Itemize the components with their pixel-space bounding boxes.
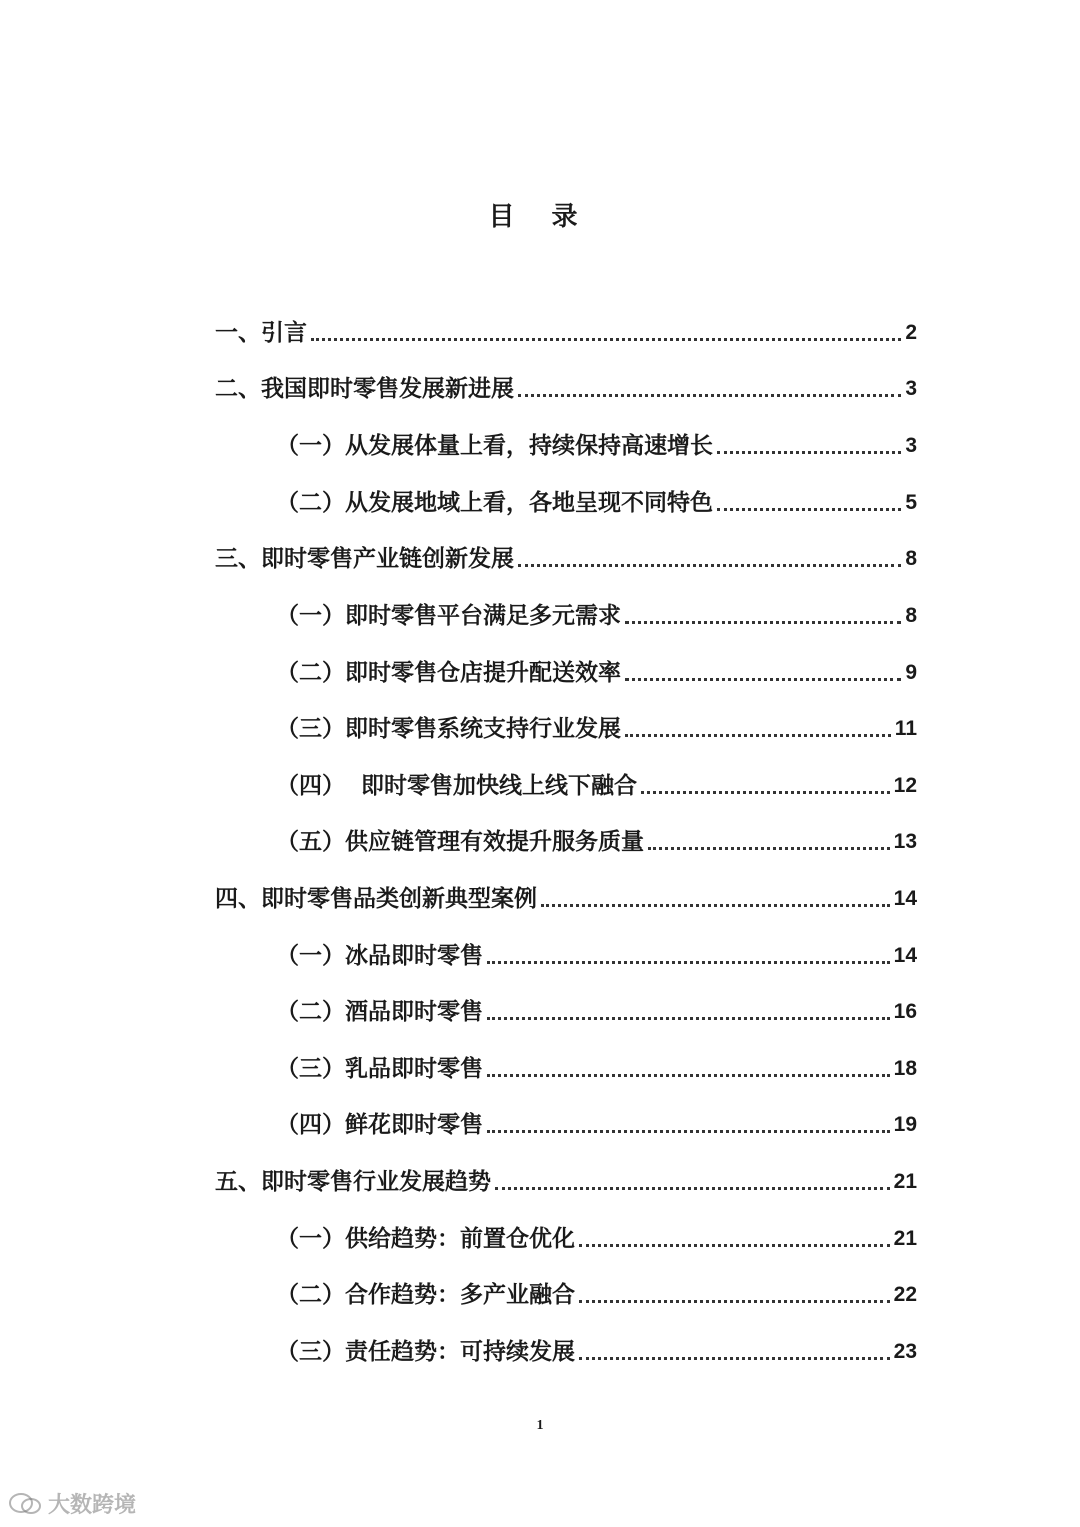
toc-entry[interactable] — [276, 710, 917, 744]
toc-entry[interactable] — [276, 823, 917, 857]
toc-entry-page: 14 — [893, 944, 917, 967]
page-number: 1 — [536, 1418, 544, 1433]
toc-entry[interactable] — [276, 1220, 917, 1254]
dot-leader — [518, 394, 901, 397]
toc-entry[interactable] — [276, 1333, 917, 1367]
toc-entry-label: （三）即时零售系统支持行业发展 — [276, 716, 621, 742]
toc-entry[interactable] — [215, 1163, 917, 1197]
toc-entry-page: 3 — [905, 377, 917, 400]
dot-leader — [625, 678, 901, 681]
toc-entry-label: 四、即时零售品类创新典型案例 — [215, 886, 537, 912]
dot-leader — [717, 508, 901, 511]
toc-entry[interactable] — [276, 767, 917, 801]
toc-entry[interactable] — [215, 880, 917, 914]
toc-entry-label: （一）从发展体量上看，持续保持高速增长 — [276, 433, 713, 459]
toc-entry[interactable] — [215, 314, 917, 348]
toc-entry[interactable] — [215, 540, 917, 574]
toc-entry-page: 19 — [893, 1113, 917, 1136]
toc-entry-label: （四）鲜花即时零售 — [276, 1112, 483, 1138]
toc-entry-page: 8 — [905, 604, 917, 627]
toc-entry[interactable] — [276, 993, 917, 1027]
toc-entry-label: （一）供给趋势：前置仓优化 — [276, 1226, 575, 1252]
toc-entry-page: 9 — [905, 661, 917, 684]
dot-leader — [625, 734, 891, 737]
dot-leader — [579, 1244, 890, 1247]
toc-entry-label: （一）冰品即时零售 — [276, 943, 483, 969]
dot-leader — [541, 904, 890, 907]
toc-entry-page: 13 — [893, 830, 917, 853]
dot-leader — [648, 847, 890, 850]
watermark — [8, 1488, 136, 1519]
dot-leader — [641, 791, 890, 794]
toc-entry-label: （三）责任趋势：可持续发展 — [276, 1339, 575, 1365]
toc-entry-label: （四） 即时零售加快线上线下融合 — [276, 773, 638, 799]
toc-entry-page: 14 — [893, 887, 917, 910]
toc-entry[interactable] — [276, 484, 917, 518]
toc-entry-label: （一）即时零售平台满足多元需求 — [276, 603, 621, 629]
toc-entry-label: 二、我国即时零售发展新进展 — [215, 376, 514, 402]
dot-leader — [311, 338, 901, 341]
wechat-logo-icon — [8, 1491, 42, 1517]
toc-entry-label: 一、引言 — [215, 320, 307, 346]
toc-entry[interactable] — [276, 1050, 917, 1084]
toc-entry-label: （二）从发展地域上看，各地呈现不同特色 — [276, 490, 713, 516]
toc-entry-label: （二）酒品即时零售 — [276, 999, 483, 1025]
toc-entry-page: 18 — [893, 1057, 917, 1080]
toc-entry-label: 三、即时零售产业链创新发展 — [215, 546, 514, 572]
toc-entry-page: 2 — [905, 321, 917, 344]
toc-entry[interactable] — [276, 937, 917, 971]
toc-entry-page: 21 — [893, 1170, 917, 1193]
dot-leader — [487, 961, 890, 964]
toc-entry-label: 五、即时零售行业发展趋势 — [215, 1169, 491, 1195]
toc-entry-page: 5 — [905, 491, 917, 514]
toc-entry-label: （三）乳品即时零售 — [276, 1056, 483, 1082]
dot-leader — [717, 451, 901, 454]
watermark-text: 大数跨境 — [48, 1493, 137, 1518]
dot-leader — [579, 1357, 890, 1360]
toc-entry-page: 16 — [893, 1000, 917, 1023]
toc-entry[interactable] — [276, 597, 917, 631]
dot-leader — [487, 1130, 890, 1133]
dot-leader — [625, 621, 901, 624]
toc-entry-page: 12 — [893, 774, 917, 797]
toc-entry-label: （二）合作趋势：多产业融合 — [276, 1282, 575, 1308]
toc-entry[interactable] — [276, 1106, 917, 1140]
dot-leader — [579, 1300, 890, 1303]
page-title: 目 录 — [488, 202, 592, 232]
toc-entry-page: 8 — [905, 547, 917, 570]
dot-leader — [495, 1187, 890, 1190]
toc-entry[interactable] — [276, 1276, 917, 1310]
toc-entry-page: 23 — [893, 1340, 917, 1363]
toc-entry-page: 22 — [893, 1283, 917, 1306]
toc-entry[interactable] — [276, 654, 917, 688]
toc-entry-label: （二）即时零售仓店提升配送效率 — [276, 660, 621, 686]
dot-leader — [487, 1074, 890, 1077]
dot-leader — [487, 1017, 890, 1020]
toc-entry[interactable] — [276, 427, 917, 461]
toc-entry[interactable] — [215, 370, 917, 404]
toc-entry-page: 3 — [905, 434, 917, 457]
toc-entry-label: （五）供应链管理有效提升服务质量 — [276, 829, 644, 855]
dot-leader — [518, 564, 901, 567]
toc-entry-page: 21 — [893, 1227, 917, 1250]
toc-entry-page: 11 — [894, 717, 917, 740]
